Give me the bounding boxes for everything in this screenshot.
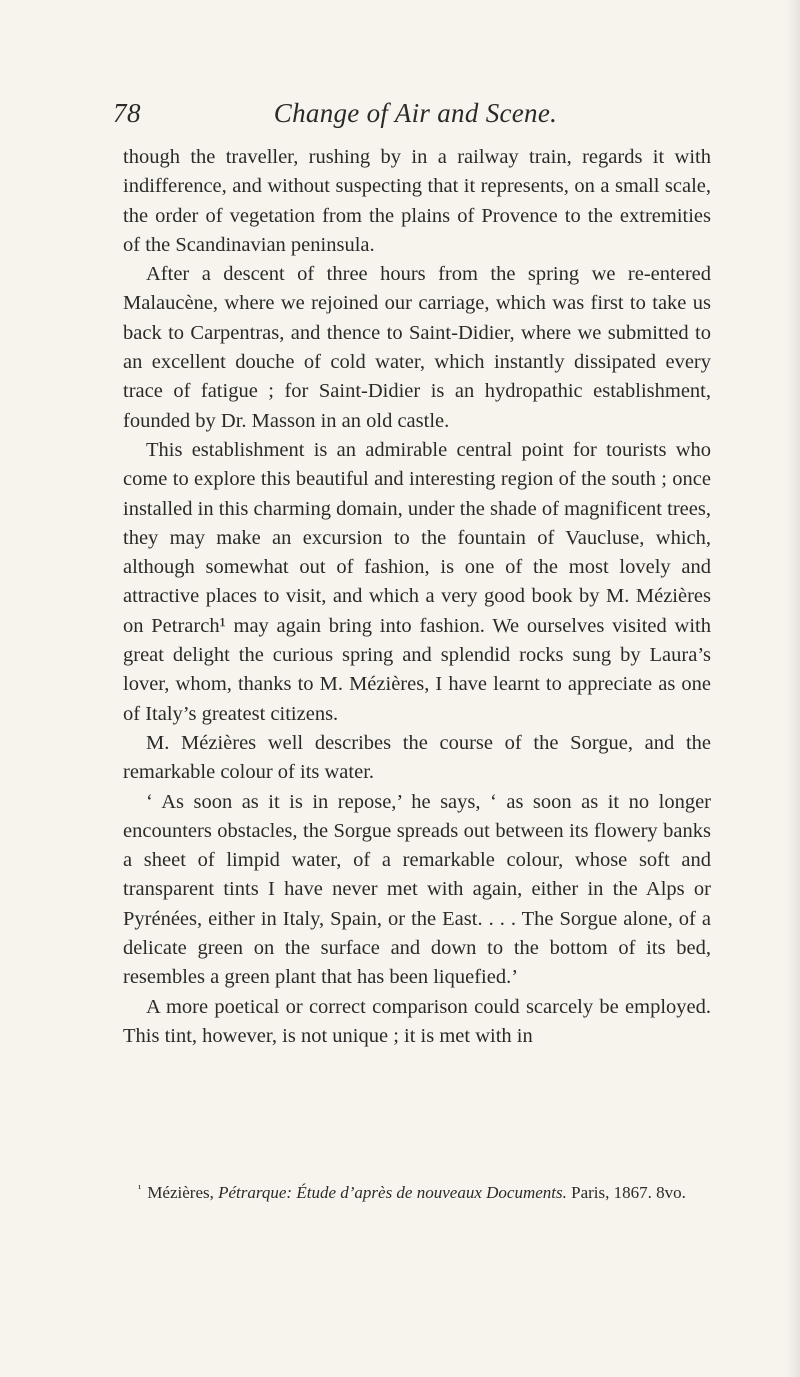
footnote-marker: ¹ bbox=[138, 1183, 142, 1195]
running-title: Change of Air and Scene. bbox=[273, 98, 558, 128]
page-number: 78 bbox=[113, 98, 141, 128]
body-text bbox=[123, 143, 711, 1051]
footnote-imprint: Paris, 1867. 8vo. bbox=[571, 1183, 686, 1202]
paragraph: This establishment is an admirable central point for tourists who come to explore this beautiful and interesting region of the south ; once installed in this charming domain, under the shade of magnificent trees, they may make an excursion to the fountain of Vaucluse, which, although somewhat out of fashion, is one of the most lovely and attractive places to visit, and which a very good book by M. Mézières on Petrarch¹ may again bring into fashion. We ourselves visited with great delight the curious spring and splendid rocks sung by Laura’s lover, whom, thanks to M. Mézières, I have learnt to appreciate as one of Italy’s greatest citizens. bbox=[123, 438, 711, 725]
footnote-subtitle: Étude d’après de nouveaux Documents. bbox=[296, 1183, 567, 1202]
paragraph: though the traveller, rushing by in a railway train, regards it with indifference, and without suspecting that it represents, on a small scale, the order of vegetation from the plains of Provence to the extremities of the Scandinavian peninsula. bbox=[123, 146, 711, 256]
paragraph: A more poetical or correct comparison could scarcely be employed. This tint, however, is not unique ; it is met with in bbox=[123, 995, 711, 1047]
page-edge-shadow bbox=[786, 0, 800, 1377]
paragraph: ‘ As soon as it is in repose,’ he says, ‘ as soon as it no longer encounters obstacles, the Sorgue spreads out between its flowery banks a sheet of limpid water, of a remarkable colour, whose soft and transparent tints I have never met with again, either in the Alps or Pyrénées, either in Italy, Spain, or the East. . . . The Sorgue alone, of a delicate green on the surface and down to the bottom of its bed, resembles a green plant that has been liquefied.’ bbox=[123, 790, 711, 989]
paragraph: M. Mézières well describes the course of the Sorgue, and the remarkable colour of its water. bbox=[123, 731, 711, 784]
running-head bbox=[113, 98, 718, 134]
footnote-text bbox=[123, 1178, 711, 1204]
paragraph: After a descent of three hours from the spring we re-entered Malaucène, where we rejoined our carriage, which was first to take us back to Carpentras, and thence to Saint-Didier, where we submitted to an excellent douche of cold water, which instantly dissipated every trace of fatigue ; for Saint-Didier is an hydropathic establishment, founded by Dr. Masson in an old castle. bbox=[123, 263, 711, 432]
footnote bbox=[123, 1178, 711, 1204]
footnote-work-title: Pétrarque: bbox=[218, 1183, 293, 1202]
footnote-author: Mézières, bbox=[147, 1183, 214, 1202]
